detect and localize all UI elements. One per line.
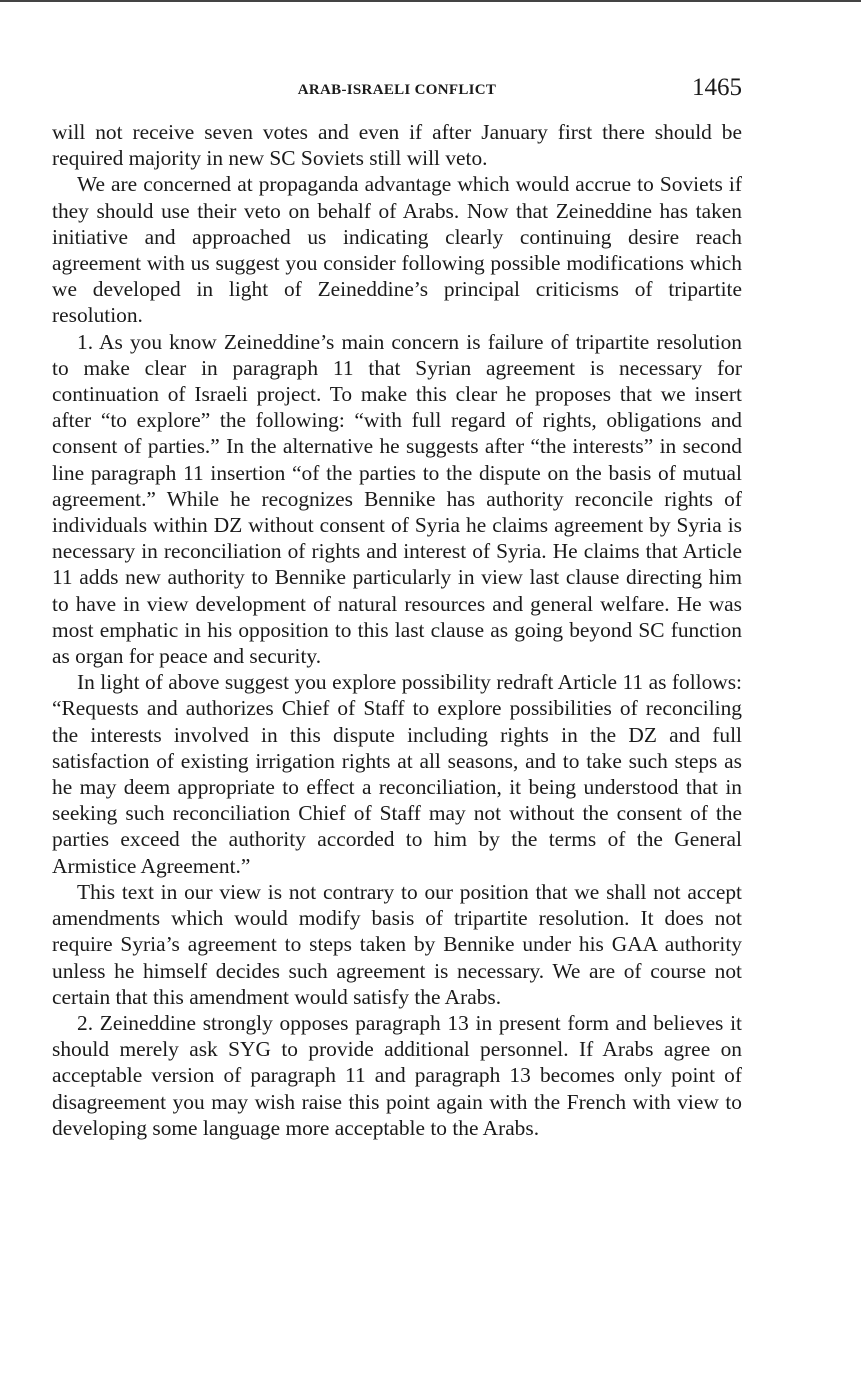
- paragraph-continuation: will not receive seven votes and even if after January first there should be required majority in new SC Soviets still will veto.: [52, 120, 742, 171]
- paragraph-item-2: 2. Zeineddine strongly opposes paragraph 13 in present form and believes it should merely ask SYG to provide additional personnel. If Arabs agree on acceptable version of paragraph 11 and paragraph 13 becomes only point of disagreement you may wish raise this point again with the French with view to developing some language more acceptable to the Arabs.: [52, 1010, 742, 1140]
- paragraph-redraft-article-11: In light of above suggest you explore possibility redraft Article 11 as follows: “Requests and authorizes Chief of Staff to explore possibilities of reconciling the interests involved in this dispute including rights in the DZ and full satisfaction of existing irrigation rights at all seasons, and to take such steps as he may deem appropriate to effect a reconciliation, it being understood that in seeking such reconciliation Chief of Staff may not without the consent of the parties exceed the authority accorded to him by the terms of the General Armistice Agreement.”: [52, 670, 742, 878]
- paragraph-item-1: 1. As you know Zeineddine’s main concern is failure of tripartite resolution to make clear in paragraph 11 that Syrian agreement is necessary for continuation of Israeli project. To make this clear he proposes that we insert after “to explore” the following: “with full regard of rights, obligations and consent of parties.” In the alternative he suggests after “the interests” in second line paragraph 11 insertion “of the parties to the dispute on the basis of mutual agreement.” While he recognizes Bennike has authority reconcile rights of individuals within DZ without consent of Syria he claims agreement by Syria is necessary in reconciliation of rights and interest of Syria. He claims that Article 11 adds new authority to Bennike particularly in view last clause directing him to have in view development of natural resources and general welfare. He was most emphatic in his opposition to this last clause as going beyond SC function as organ for peace and security.: [52, 329, 742, 669]
- top-rule: [0, 0, 861, 2]
- running-head: [52, 72, 742, 108]
- page-number: 1465: [692, 74, 742, 101]
- paragraph-propaganda-concern: We are concerned at propaganda advantage which would accrue to Soviets if they should use their veto on behalf of Arabs. Now that Zeineddine has taken initiative and approached us indicating clearly continuing desire reach agreement with us suggest you consider following possible modifications which we developed in light of Zeineddine’s principal criticisms of tripartite resolution.: [52, 172, 742, 328]
- running-title: ARAB-ISRAELI CONFLICT: [297, 82, 497, 98]
- paragraph-our-view: This text in our view is not contrary to our position that we shall not accept amendments which would modify basis of tripartite resolution. It does not require Syria’s agreement to steps taken by Bennike under his GAA authority unless he himself decides such agreement is necessary. We are of course not certain that this amendment would satisfy the Arabs.: [52, 879, 742, 1009]
- body-text: [52, 119, 742, 1141]
